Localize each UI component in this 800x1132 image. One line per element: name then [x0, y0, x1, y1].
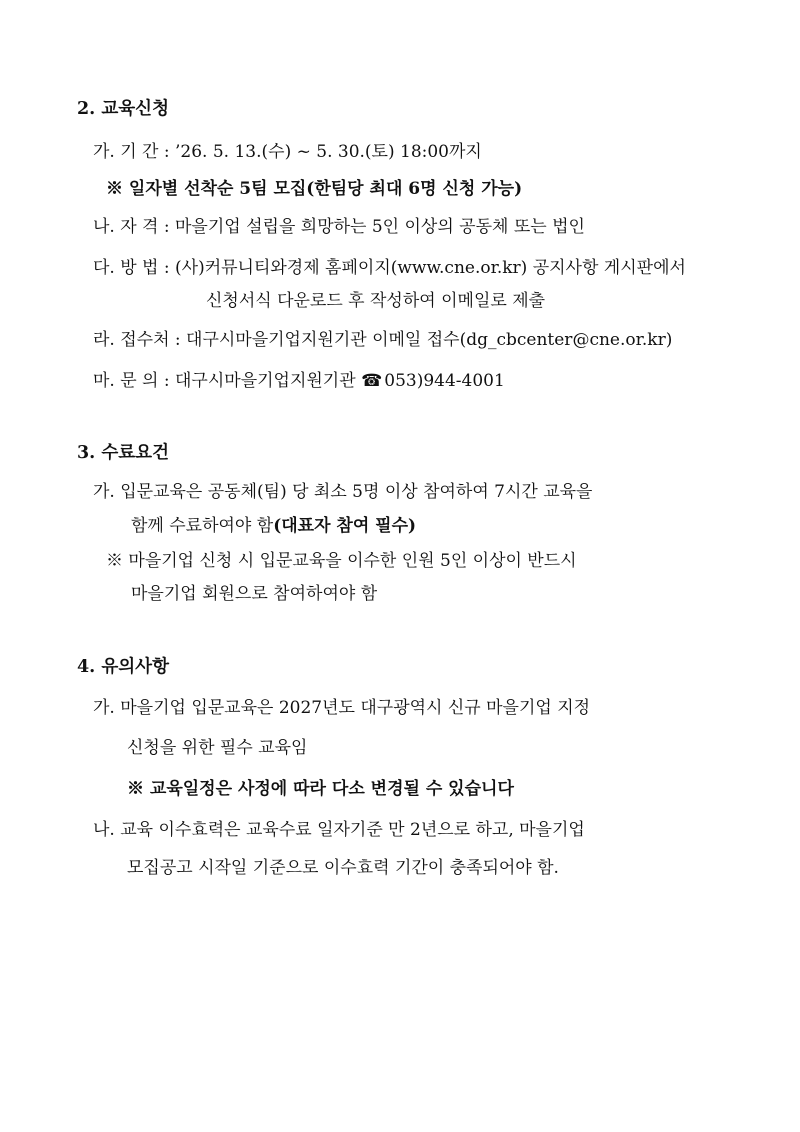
- completion-requirement-cont: [131, 515, 416, 537]
- application-method-cont: 신청서식 다운로드 후 작성하여 이메일로 제출: [206, 291, 546, 311]
- notice-item-1-cont: 신청을 위한 필수 교육임: [127, 738, 308, 758]
- application-eligibility: 나. 자 격 : 마을기업 설립을 희망하는 5인 이상의 공동체 또는 법인: [93, 217, 585, 237]
- application-note: ※ 일자별 선착순 5팀 모집(한팀당 최대 6명 신청 가능): [106, 179, 523, 199]
- inquiry-label: 마. 문 의 : 대구시마을기업지원기관: [93, 371, 362, 391]
- telephone-icon: ☎: [361, 371, 383, 391]
- application-method: 다. 방 법 : (사)커뮤니티와경제 홈페이지(www.cne.or.kr) 공지사항 게시판에서: [93, 258, 686, 278]
- completion-note-cont: 마을기업 회원으로 참여하여야 함: [131, 584, 378, 604]
- application-period: 가. 기 간 : ’26. 5. 13.(수) ~ 5. 30.(토) 18:00까지: [93, 142, 482, 162]
- representative-note: (대표자 참여 필수): [273, 516, 417, 536]
- completion-requirement-text: 함께 수료하여야 함: [131, 516, 274, 536]
- section-title-notice: 4. 유의사항: [77, 657, 169, 677]
- completion-requirement: 가. 입문교육은 공동체(팀) 당 최소 5명 이상 참여하여 7시간 교육을: [93, 482, 593, 502]
- section-title-completion: 3. 수료요건: [77, 443, 169, 463]
- section-title-application: 2. 교육신청: [77, 99, 169, 119]
- schedule-change-note: ※ 교육일정은 사정에 따라 다소 변경될 수 있습니다: [127, 779, 514, 799]
- notice-item-2: 나. 교육 이수효력은 교육수료 일자기준 만 2년으로 하고, 마을기업: [93, 820, 585, 840]
- notice-item-1: 가. 마을기업 입문교육은 2027년도 대구광역시 신규 마을기업 지정: [93, 698, 591, 718]
- completion-note: ※ 마을기업 신청 시 입문교육을 이수한 인원 5인 이상이 반드시: [106, 551, 577, 571]
- application-inquiry: [93, 370, 505, 392]
- notice-item-2-cont: 모집공고 시작일 기준으로 이수효력 기간이 충족되어야 함.: [127, 858, 559, 878]
- inquiry-phone: 053)944-4001: [384, 371, 505, 391]
- application-reception: 라. 접수처 : 대구시마을기업지원기관 이메일 접수(dg_cbcenter@cne.or.kr): [93, 330, 673, 350]
